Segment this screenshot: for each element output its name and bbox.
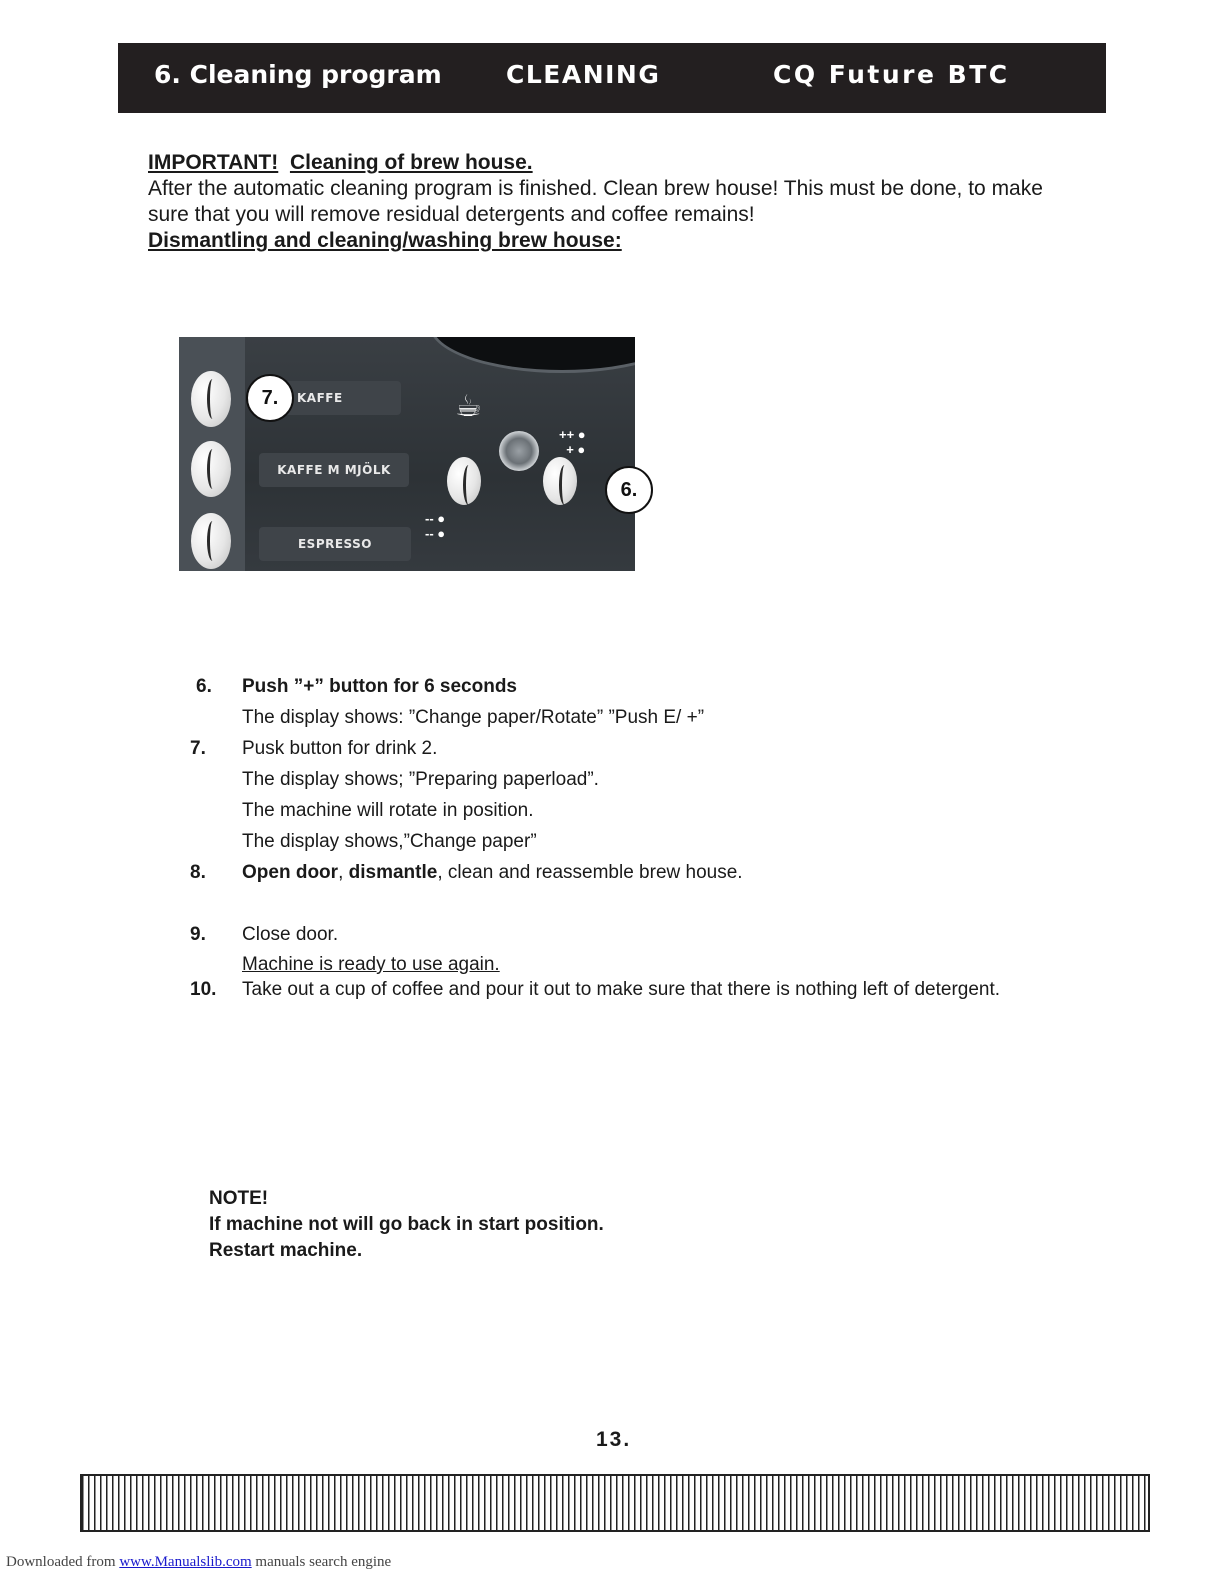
callout-6: 6. bbox=[605, 466, 653, 514]
callout-7: 7. bbox=[246, 374, 294, 422]
dismantling-heading: Dismantling and cleaning/washing brew house: bbox=[148, 229, 622, 252]
strength-minus-icon: -- ● -- ● bbox=[425, 511, 446, 541]
label-espresso: ESPRESSO bbox=[259, 527, 411, 561]
bean-button-2-icon bbox=[191, 441, 231, 497]
key-lock-icon bbox=[499, 431, 539, 471]
bean-minus-button-icon bbox=[447, 457, 481, 505]
header-bar bbox=[118, 43, 1106, 113]
model-title: CQ Future BTC bbox=[773, 60, 1010, 89]
bean-button-3-icon bbox=[191, 513, 231, 569]
bean-plus-button-icon bbox=[543, 457, 577, 505]
page-number: 13. bbox=[596, 1428, 632, 1451]
note-line-2: Restart machine. bbox=[209, 1240, 363, 1261]
note-title: NOTE! bbox=[209, 1188, 269, 1209]
category-title: CLEANING bbox=[506, 60, 661, 89]
footer-barcode-strip bbox=[80, 1474, 1150, 1532]
download-footer: Downloaded from www.Manualslib.com manuals search engine bbox=[6, 1554, 392, 1570]
section-title: 6. Cleaning program bbox=[154, 60, 442, 89]
intro-heading-line bbox=[148, 150, 1108, 176]
intro-body-2: sure that you will remove residual detergents and coffee remains! bbox=[148, 203, 755, 226]
bean-button-1-icon bbox=[191, 371, 231, 427]
control-panel-photo bbox=[179, 337, 635, 571]
intro-section bbox=[148, 150, 1108, 254]
intro-body-1: After the automatic cleaning program is finished. Clean brew house! This must be done, to make bbox=[148, 177, 1043, 200]
panel-top-arc bbox=[429, 337, 635, 373]
cleaning-heading: Cleaning of brew house. bbox=[289, 151, 533, 174]
label-kaffe: KAFFE bbox=[259, 381, 401, 415]
note-block bbox=[209, 1186, 604, 1264]
note-line-1: If machine not will go back in start position. bbox=[209, 1214, 604, 1235]
label-kaffe-m-mjolk: KAFFE M MJÖLK bbox=[259, 453, 409, 487]
coffee-jug-icon: ☕ bbox=[455, 390, 482, 423]
important-label: IMPORTANT! bbox=[148, 151, 279, 174]
strength-plus-icon: ++ ● + ● bbox=[559, 427, 586, 457]
manualslib-link[interactable]: www.Manualslib.com bbox=[119, 1554, 252, 1570]
